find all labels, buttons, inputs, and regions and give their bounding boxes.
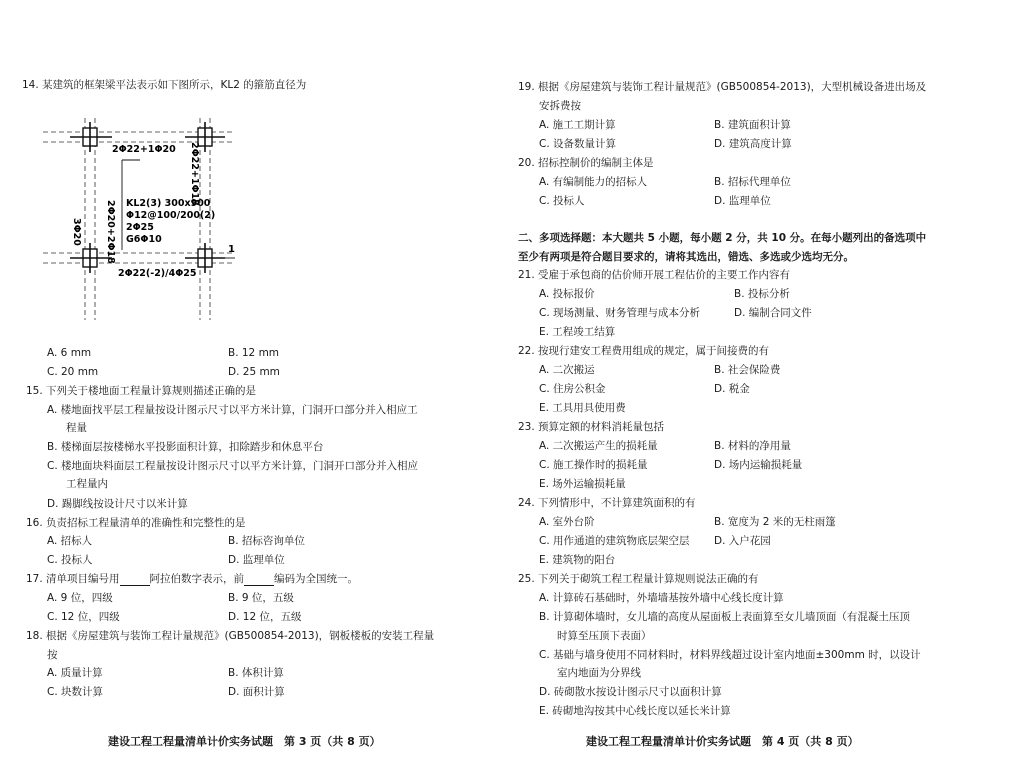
q25-stem: 25. 下列关于砌筑工程工程量计算规则说法正确的有 [518,573,759,585]
q17-stem-part2: 阿拉伯数字表示，前 [149,573,245,585]
q16-option-b[interactable]: B. 招标咨询单位 [228,535,305,547]
q25-option-c[interactable]: C. 基础与墙身使用不同材料时，材料界线超过设计室内地面±300mm 时，以设计 [539,649,921,661]
q18-option-a[interactable]: A. 质量计算 [47,667,103,679]
q15-option-a[interactable]: A. 楼地面找平层工程量按设计图示尺寸以平方米计算，门洞开口部分并入相应工 [47,404,418,416]
q16-option-a[interactable]: A. 招标人 [47,535,93,547]
section-2-heading: 二、多项选择题：本大题共 5 小题，每小题 2 分，共 10 分。在每小题列出的备选项中 [518,232,927,244]
q22-option-c[interactable]: C. 住房公积金 [539,383,606,395]
q25-option-a[interactable]: A. 计算砖石基础时，外墙墙基按外墙中心线长度计算 [539,592,784,604]
top-rebar-label: 2Φ22+1Φ20 [112,144,176,155]
q22-option-a[interactable]: A. 二次搬运 [539,364,595,376]
q21-option-e[interactable]: E. 工程竣工结算 [539,326,616,338]
q18-option-d[interactable]: D. 面积计算 [228,686,285,698]
q17-option-d[interactable]: D. 12 位，五级 [228,611,302,623]
q17-blank-1 [120,574,150,586]
q15-stem: 15. 下列关于楼地面工程量计算规则描述正确的是 [26,385,257,397]
q22-option-e[interactable]: E. 工具用具使用费 [539,402,626,414]
q25-option-b-cont[interactable]: 时算至压顶下表面） [557,630,652,642]
q19-option-c[interactable]: C. 设备数量计算 [539,138,617,150]
q21-option-a[interactable]: A. 投标报价 [539,288,595,300]
q20-option-b[interactable]: B. 招标代理单位 [714,176,791,188]
q18-option-b[interactable]: B. 体积计算 [228,667,284,679]
q15-option-c-cont[interactable]: 工程量内 [66,478,108,490]
q18-stem: 18. 根据《房屋建筑与装饰工程计量规范》(GB500854-2013)，钢板楼板的安装工程量 [26,630,435,642]
section-2-heading-cont: 至少有两项是符合题目要求的，请将其选出，错选、多选或少选均无分。 [518,251,854,263]
q25-option-d[interactable]: D. 砖砌散水按设计图示尺寸以面积计算 [539,686,722,698]
q17-option-b[interactable]: B. 9 位，五级 [228,592,294,604]
q22-option-b[interactable]: B. 社会保险费 [714,364,781,376]
q22-stem: 22. 按现行建安工程费用组成的规定，属于间接费的有 [518,345,770,357]
page-4 [512,0,1024,784]
q23-option-b[interactable]: B. 材料的净用量 [714,440,791,452]
q17-option-c[interactable]: C. 12 位，四级 [47,611,120,623]
q24-option-e[interactable]: E. 建筑物的阳台 [539,554,616,566]
q25-option-b[interactable]: B. 计算砌体墙时，女儿墙的高度从屋面板上表面算至女儿墙顶面（有混凝土压顶 [539,611,910,623]
q19-stem-cont: 安拆费按 [539,100,581,112]
q23-option-e[interactable]: E. 场外运输损耗量 [539,478,626,490]
q16-option-d[interactable]: D. 监理单位 [228,554,285,566]
q14-option-d[interactable]: D. 25 mm [228,366,280,378]
q17-stem-part3: 编码为全国统一。 [274,573,359,585]
q16-stem: 16. 负责招标工程量清单的准确性和完整性的是 [26,517,246,529]
page-footer-left: 建设工程工程量清单计价实务试题 第 3 页（共 8 页） [108,735,381,748]
q20-option-d[interactable]: D. 监理单位 [714,195,771,207]
q20-option-a[interactable]: A. 有编制能力的招标人 [539,176,648,188]
q15-option-c[interactable]: C. 楼地面块料面层工程量按设计图示尺寸以平方米计算，门洞开口部分并入相应 [47,460,419,472]
left-col-rebar-label: 2Φ20+2Φ18 [105,200,116,264]
q19-option-d[interactable]: D. 建筑高度计算 [714,138,792,150]
page-footer-right: 建设工程工程量清单计价实务试题 第 4 页（共 8 页） [586,735,859,748]
q24-option-d[interactable]: D. 入户花园 [714,535,771,547]
right-col-rebar-label: 2Φ22+1Φ18 [189,142,200,206]
q19-stem: 19. 根据《房屋建筑与装饰工程计量规范》(GB500854-2013)，大型机械设备进出场及 [518,81,927,93]
q23-option-d[interactable]: D. 场内运输损耗量 [714,459,803,471]
q25-option-e[interactable]: E. 砖砌地沟按其中心线长度以延长米计算 [539,705,731,717]
q21-option-c[interactable]: C. 现场测量、财务管理与成本分析 [539,307,701,319]
q20-option-c[interactable]: C. 投标人 [539,195,585,207]
q17-option-a[interactable]: A. 9 位，四级 [47,592,113,604]
axis-label: 1 [228,244,235,255]
q19-option-a[interactable]: A. 施工工期计算 [539,119,616,131]
q16-option-c[interactable]: C. 投标人 [47,554,93,566]
q14-stem: 14. 某建筑的框架梁平法表示如下图所示，KL2 的箍筋直径为 [22,79,307,91]
q25-option-c-cont[interactable]: 室内地面为分界线 [557,667,641,679]
q21-stem: 21. 受雇于承包商的估价师开展工程估价的主要工作内容有 [518,269,791,281]
q21-option-b[interactable]: B. 投标分析 [734,288,790,300]
q18-stem-cont: 按 [47,649,58,661]
q23-stem: 23. 预算定额的材料消耗量包括 [518,421,665,433]
q15-option-a-cont[interactable]: 程量 [66,422,87,434]
q14-option-b[interactable]: B. 12 mm [228,347,280,359]
q15-option-b[interactable]: B. 楼梯面层按楼梯水平投影面积计算，扣除踏步和休息平台 [47,441,324,453]
q18-option-c[interactable]: C. 块数计算 [47,686,104,698]
q14-option-c[interactable]: C. 20 mm [47,366,99,378]
q17-stem [26,572,358,586]
bottom-rebar-label: 2Φ22(-2)/4Φ25 [118,268,197,279]
kl2-line2: Φ12@100/200(2) [126,210,216,221]
kl2-line4: G6Φ10 [126,234,162,245]
frame-beam-diagram [40,100,240,325]
q17-blank-2 [244,574,274,586]
q24-option-a[interactable]: A. 室外台阶 [539,516,595,528]
q14-option-a[interactable]: A. 6 mm [47,347,92,359]
q24-option-c[interactable]: C. 用作通道的建筑物底层架空层 [539,535,690,547]
q15-option-d[interactable]: D. 踢脚线按设计尺寸以米计算 [47,498,188,510]
kl2-line3: 2Φ25 [126,222,154,233]
q21-option-d[interactable]: D. 编制合同文件 [734,307,812,319]
kl2-line1: KL2(3) 300x900 [126,198,211,209]
q19-option-b[interactable]: B. 建筑面积计算 [714,119,791,131]
q23-option-c[interactable]: C. 施工操作时的损耗量 [539,459,648,471]
q20-stem: 20. 招标控制价的编制主体是 [518,157,654,169]
q22-option-d[interactable]: D. 税金 [714,383,750,395]
q23-option-a[interactable]: A. 二次搬运产生的损耗量 [539,440,658,452]
q24-option-b[interactable]: B. 宽度为 2 米的无柱雨篷 [714,516,836,528]
q24-stem: 24. 下列情形中，不计算建筑面积的有 [518,497,696,509]
left-outer-rebar-label: 3Φ20 [71,218,82,246]
q17-stem-part1: 17. 清单项目编号用 [26,573,120,585]
